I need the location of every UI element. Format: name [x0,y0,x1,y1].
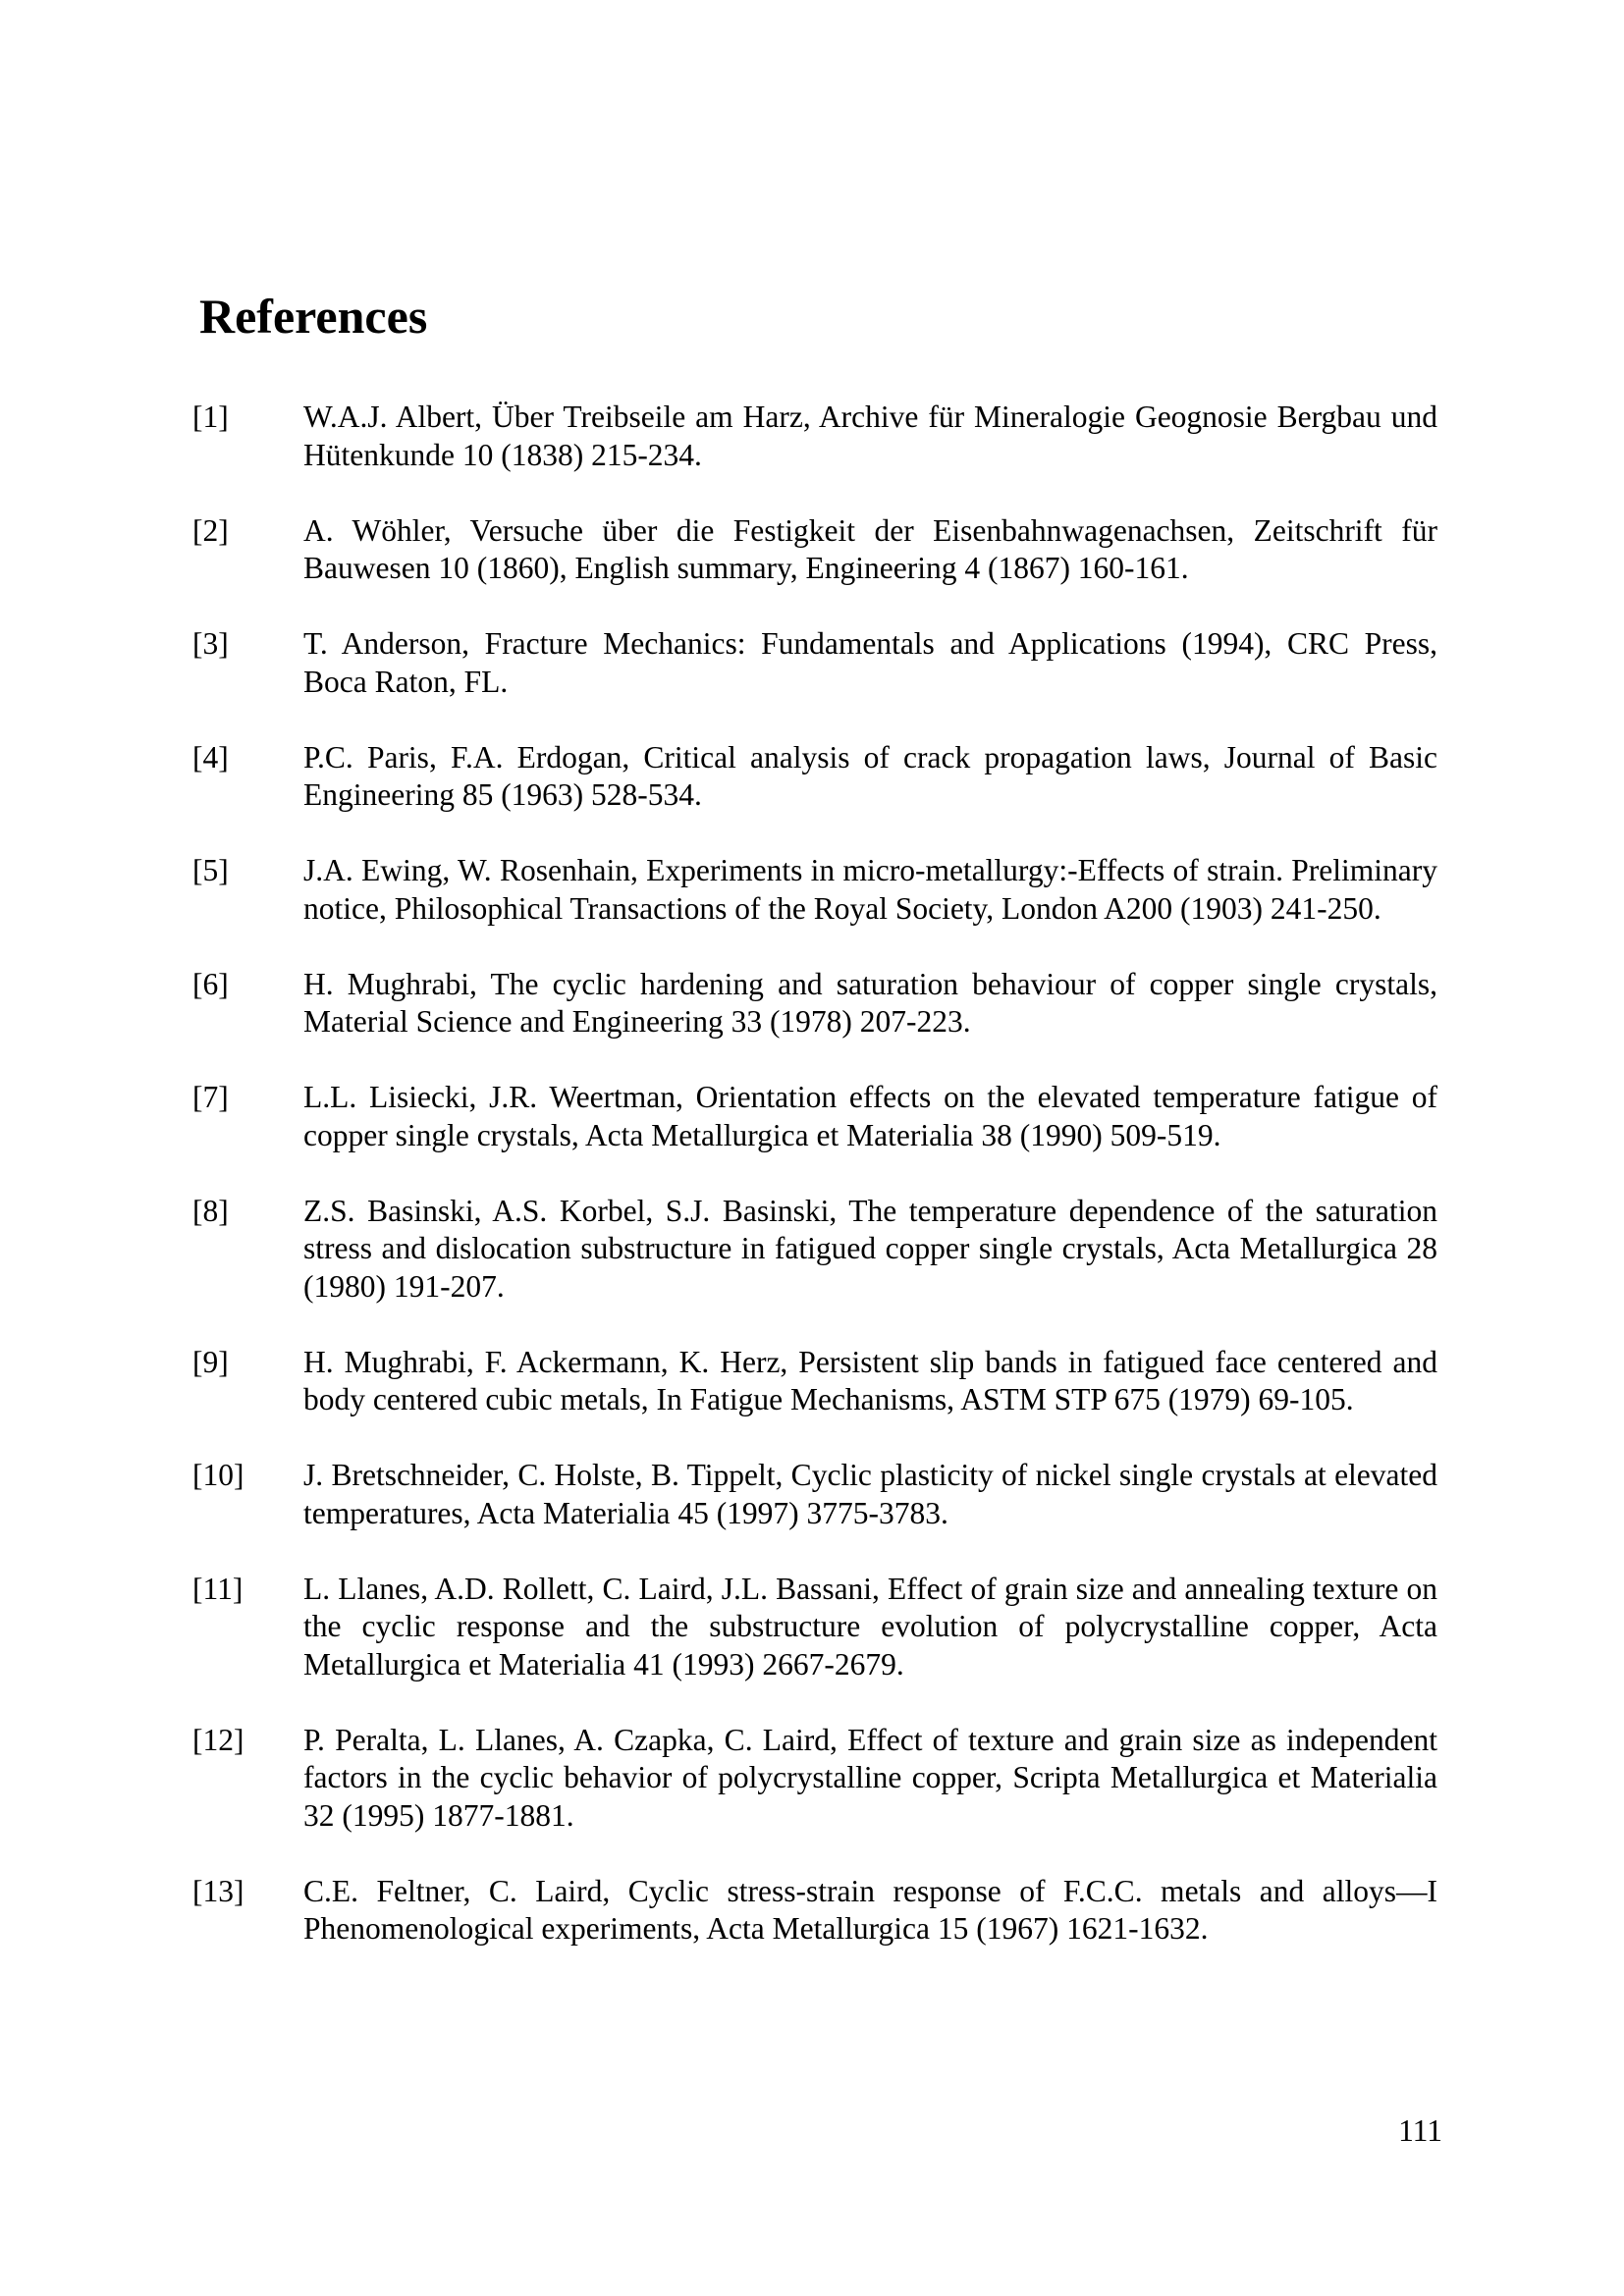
reference-number: [7] [192,1080,229,1114]
reference-number: [6] [192,966,229,1001]
reference-item [192,625,1437,701]
reference-number: [13] [192,1873,244,1908]
reference-text: L.L. Lisiecki, J.R. Weertman, Orientation effects on the elevated temperature fatigue of copper single crystals, Acta Metallurgica et Materialia 38 (1990) 509-519. [303,1080,1437,1152]
reference-text: Z.S. Basinski, A.S. Korbel, S.J. Basinski, The temperature dependence of the saturation stress and dislocation substructure in fatigued copper single crystals, Acta Metallurgica 28 (1980) 191-207. [303,1193,1437,1304]
reference-list [192,399,1437,1986]
reference-item [192,852,1437,928]
reference-number: [11] [192,1571,244,1606]
reference-item [192,1457,1437,1532]
reference-text: J.A. Ewing, W. Rosenhain, Experiments in micro-metallurgy:-Effects of strain. Preliminary notice, Philosophical Transactions of the Royal Society, London A200 (1903) 241-250. [303,853,1437,926]
reference-item [192,1344,1437,1419]
reference-number: [2] [192,512,229,548]
reference-text: P. Peralta, L. Llanes, A. Czapka, C. Laird, Effect of texture and grain size as independent factors in the cyclic behavior of polycrystalline copper, Scripta Metallurgica et Materialia 32 (1995) 1877-1881. [303,1722,1437,1833]
reference-item [192,739,1437,815]
reference-text: A. Wöhler, Versuche über die Festigkeit der Eisenbahnwagenachsen, Zeitschrift für Bauwesen 10 (1860), English summary, Engineering 4 (1867) 160-161. [303,512,1437,585]
reference-number: [8] [192,1193,229,1228]
reference-text: P.C. Paris, F.A. Erdogan, Critical analysis of crack propagation laws, Journal of Basic Engineering 85 (1963) 528-534. [303,739,1437,812]
reference-number: [3] [192,626,229,661]
reference-text: H. Mughrabi, F. Ackermann, K. Herz, Persistent slip bands in fatigued face centered and body centered cubic metals, In Fatigue Mechanisms, ASTM STP 675 (1979) 69-105. [303,1344,1437,1416]
reference-item [192,399,1437,474]
reference-number: [1] [192,400,229,434]
reference-text: T. Anderson, Fracture Mechanics: Fundamentals and Applications (1994), CRC Press, Boca Raton, FL. [303,626,1437,699]
reference-number: [9] [192,1344,229,1379]
reference-number: [4] [192,739,229,774]
reference-text: L. Llanes, A.D. Rollett, C. Laird, J.L. Bassani, Effect of grain size and annealing texture on the cyclic response and the substructure evolution of polycrystalline copper, Acta Metallurgica et Materialia 41 (1993) 2667-2679. [303,1571,1437,1682]
page-title: References [199,289,428,344]
reference-number: [5] [192,853,229,887]
reference-item [192,1722,1437,1836]
page-number: 111 [1398,2113,1442,2148]
reference-item [192,1079,1437,1154]
reference-text: C.E. Feltner, C. Laird, Cyclic stress-strain response of F.C.C. metals and alloys—I Phenomenological experiments, Acta Metallurgica 15 (1967) 1621-1632. [303,1873,1437,1946]
reference-item [192,1571,1437,1684]
reference-item [192,1873,1437,1949]
reference-text: W.A.J. Albert, Über Treibseile am Harz, Archive für Mineralogie Geognosie Bergbau und Hütenkunde 10 (1838) 215-234. [303,400,1437,472]
reference-item [192,1193,1437,1307]
reference-text: J. Bretschneider, C. Holste, B. Tippelt, Cyclic plasticity of nickel single crystals at elevated temperatures, Acta Materialia 45 (1997) 3775-3783. [303,1458,1437,1530]
reference-number: [12] [192,1722,244,1757]
reference-number: [10] [192,1458,244,1492]
reference-item [192,512,1437,588]
reference-item [192,966,1437,1041]
reference-text: H. Mughrabi, The cyclic hardening and saturation behaviour of copper single crystals, Material Science and Engineering 33 (1978) 207-223. [303,966,1437,1039]
